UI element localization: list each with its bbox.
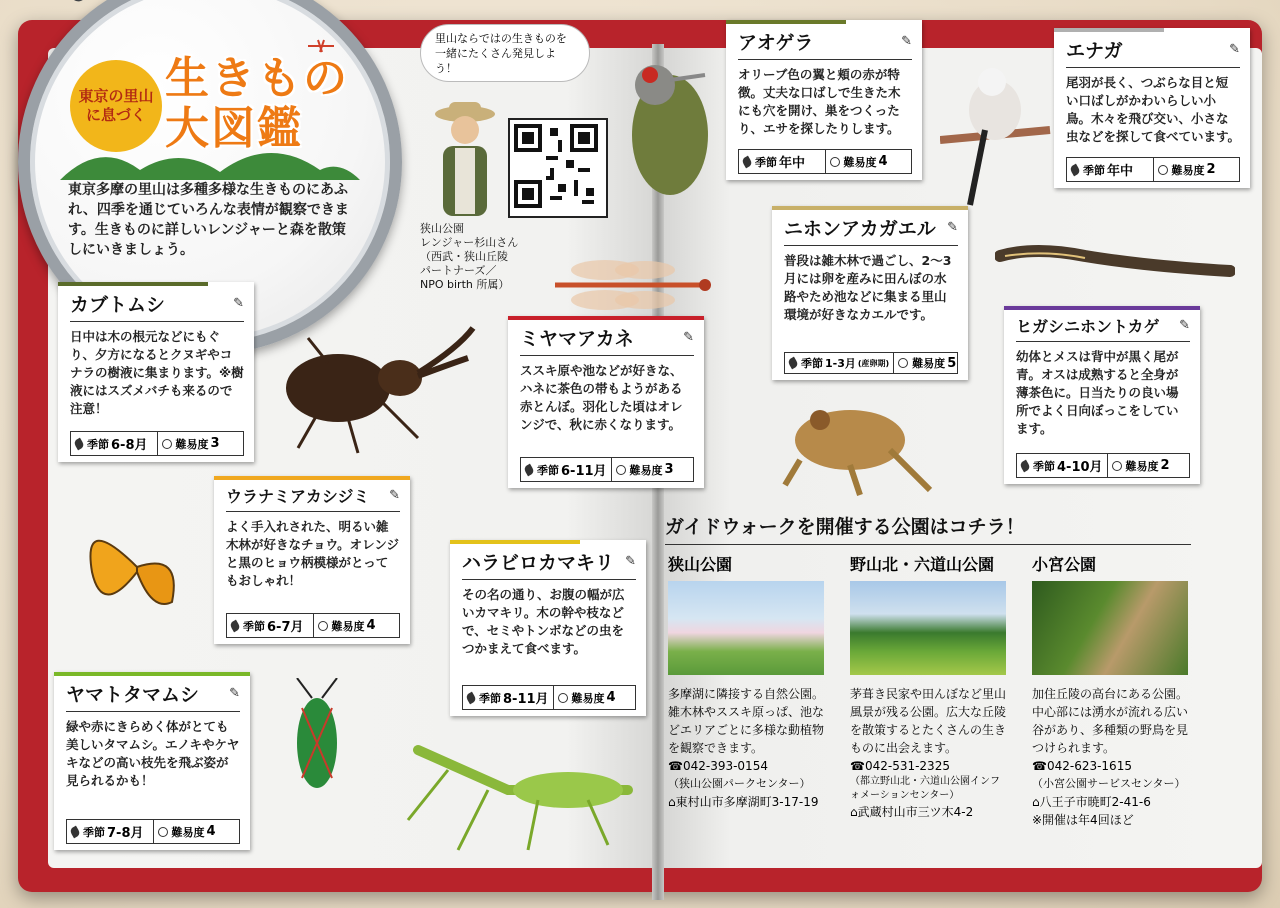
park-photo	[1032, 581, 1188, 675]
park-address	[668, 793, 826, 811]
species-name-text: エナガ	[1066, 40, 1123, 62]
frog-illustration	[780, 390, 940, 500]
leaf-icon	[73, 437, 85, 450]
park-sayama	[668, 552, 826, 811]
parks-section-title: ガイドウォークを開催する公園はコチラ！	[665, 516, 1025, 538]
speech-bubble: 里山ならではの生きものを一緒にたくさん発見しよう！	[420, 24, 590, 82]
difficulty-label: 難易度	[1171, 163, 1205, 177]
season-field	[463, 686, 553, 709]
pin-icon	[1112, 461, 1122, 471]
park-note: ※開催は年4回ほど	[1032, 813, 1134, 827]
card-accent-bar	[54, 672, 250, 676]
park-info	[850, 685, 1008, 821]
pencil-icon: ✎	[947, 220, 958, 235]
species-meta	[226, 613, 400, 638]
home-icon: ⌂	[1032, 795, 1040, 809]
season-value: 6-7月	[267, 620, 304, 635]
pencil-icon: ✎	[1229, 42, 1240, 57]
card-accent-bar	[1054, 28, 1164, 32]
difficulty-field	[157, 432, 244, 455]
park-address-text: 東村山市多摩湖町3-17-19	[675, 795, 819, 809]
season-label: 季節	[537, 463, 559, 477]
jewel-beetle-illustration	[272, 678, 362, 808]
leaf-icon	[523, 463, 535, 476]
mantis-illustration	[388, 730, 638, 860]
season-note: (産卵期)	[857, 358, 890, 368]
difficulty-field	[611, 458, 693, 481]
ranger-caption-line: NPO birth 所属）	[420, 278, 510, 291]
species-name-text: ヒガシニホントカゲ	[1016, 317, 1160, 336]
species-card-enaga[interactable]	[1054, 28, 1250, 188]
season-field	[521, 458, 611, 481]
season-field	[71, 432, 157, 455]
long-tailed-tit-illustration	[940, 60, 1060, 210]
species-card-aogera[interactable]	[726, 20, 922, 180]
card-accent-bar	[772, 206, 968, 210]
pencil-icon: ✎	[229, 686, 240, 701]
home-icon: ⌂	[850, 805, 858, 819]
park-tel-note: （都立野山北・六道山公園インフォメーションセンター）	[850, 776, 1000, 801]
park-name: 小宮公園	[1032, 555, 1097, 574]
park-desc: 茅葺き民家や田んぼなど里山風景が残る公園。広大な丘陵を散策するとたくさんの生きものに出会えます。	[850, 687, 1007, 755]
species-name	[66, 680, 240, 712]
difficulty-field	[153, 820, 240, 843]
difficulty-field	[825, 150, 912, 173]
species-name	[738, 28, 912, 60]
difficulty-label: 難易度	[331, 619, 365, 633]
difficulty-label: 難易度	[175, 437, 209, 451]
park-info	[1032, 685, 1190, 829]
card-accent-bar	[450, 540, 580, 544]
season-label: 季節	[755, 155, 777, 169]
phone-icon: ☎	[668, 759, 683, 773]
dragonfly-small-icon	[306, 36, 336, 56]
card-accent-bar	[214, 476, 410, 480]
leaf-icon	[465, 691, 477, 704]
difficulty-value: 3	[210, 436, 220, 451]
pencil-icon: ✎	[625, 554, 636, 569]
species-name-text: カブトムシ	[70, 294, 166, 316]
title-badge-text: 東京の里山に息づく	[78, 87, 154, 124]
species-meta	[66, 819, 240, 844]
pin-icon	[1158, 165, 1168, 175]
park-desc: 多摩湖に隣接する自然公園。雑木林やススキ原っぱ、池などエリアごとに多様な動植物を観察できます。	[668, 687, 825, 755]
pencil-icon: ✎	[233, 296, 244, 311]
leaf-icon	[1019, 459, 1031, 472]
ranger-caption-line: （西武・狭山丘陵	[420, 250, 508, 263]
pin-icon	[162, 439, 172, 449]
difficulty-field	[1153, 158, 1240, 181]
park-photo	[850, 581, 1006, 675]
ranger-caption	[420, 222, 518, 292]
pencil-icon: ✎	[683, 330, 694, 345]
pencil-icon: ✎	[1179, 318, 1190, 333]
park-desc: 加住丘陵の高台にある公園。中心部には湧水が流れる広い谷があり、多種類の野鳥を見つけられます。	[1032, 687, 1189, 755]
park-phone[interactable]	[850, 757, 1008, 775]
leaf-icon	[741, 155, 753, 168]
pin-icon	[830, 157, 840, 167]
species-card-kabutomushi[interactable]	[58, 282, 254, 462]
species-desc: オリーブ色の翼と頬の赤が特徴。丈夫な口ばしで生きた木にも穴を開け、巣をつくったり、エサを探したりします。	[738, 67, 901, 136]
hills-illustration	[60, 140, 360, 180]
intro-text: 東京多摩の里山は多種多様な生きものにあふれ、四季を通じていろんな表情が観察できます。生きものに詳しいレンジャーと森を散策しにいきましょう。	[68, 182, 349, 258]
season-label: 季節	[87, 437, 109, 451]
species-name	[70, 290, 244, 322]
ranger-caption-line: 狭山公園	[420, 222, 464, 235]
season-field	[227, 614, 313, 637]
home-icon: ⌂	[668, 795, 676, 809]
season-label: 季節	[83, 825, 105, 839]
difficulty-value: 2	[1160, 458, 1170, 473]
species-name	[1016, 314, 1190, 342]
species-card-uranami[interactable]	[214, 476, 410, 644]
difficulty-field	[313, 614, 400, 637]
leaf-icon	[1069, 163, 1081, 176]
season-label: 季節	[1033, 459, 1055, 473]
season-value: 年中	[1107, 164, 1134, 179]
ranger-caption-line: レンジャー杉山さん	[420, 236, 519, 249]
park-name: 狭山公園	[668, 555, 733, 574]
season-label: 季節	[243, 619, 265, 633]
park-tel-note: （狭山公園パークセンター）	[668, 777, 811, 790]
pencil-icon: ✎	[389, 488, 400, 503]
species-desc: 普段は雑木林で過ごし、2〜3月には卵を産みに田んぼの水路やため池などに集まる里山環境が好きなカエルです。	[784, 253, 952, 322]
species-name-text: ヤマトタマムシ	[66, 684, 200, 706]
season-value: 年中	[779, 156, 806, 171]
pin-icon	[898, 358, 908, 368]
difficulty-field	[1107, 454, 1189, 477]
difficulty-field	[553, 686, 635, 709]
season-value: 6-11月	[561, 464, 607, 479]
phone-icon: ☎	[1032, 759, 1047, 773]
park-tel-note: （小宮公園サービスセンター）	[1032, 777, 1186, 790]
season-label: 季節	[1083, 163, 1105, 177]
species-meta	[462, 685, 636, 710]
woodpecker-illustration	[615, 55, 725, 205]
difficulty-value: 3	[664, 462, 674, 477]
pin-icon	[158, 827, 168, 837]
park-address	[850, 803, 1008, 821]
season-label: 季節	[479, 691, 501, 705]
season-value: 8-11月	[503, 692, 549, 707]
pin-icon	[318, 621, 328, 631]
difficulty-value: 2	[1206, 162, 1216, 177]
difficulty-label: 難易度	[629, 463, 663, 477]
species-card-harabiro[interactable]	[450, 540, 646, 716]
difficulty-label: 難易度	[843, 155, 877, 169]
difficulty-label: 難易度	[912, 357, 946, 370]
season-value: 4-10月	[1057, 460, 1103, 475]
season-value: 7-8月	[107, 826, 144, 841]
page-title	[165, 54, 349, 154]
park-tel: 042-531-2325	[864, 759, 950, 773]
card-accent-bar	[1004, 306, 1200, 310]
park-noyamakita	[850, 552, 1008, 821]
difficulty-label: 難易度	[171, 825, 205, 839]
season-field	[785, 353, 893, 373]
park-tel: 042-623-1615	[1046, 759, 1132, 773]
species-name-text: ミヤマアカネ	[520, 328, 634, 350]
species-card-yamato[interactable]	[54, 672, 250, 850]
species-meta	[520, 457, 694, 482]
card-accent-bar	[58, 282, 208, 286]
season-label: 季節	[801, 357, 823, 370]
season-field	[1017, 454, 1107, 477]
species-name	[462, 548, 636, 580]
lizard-illustration	[995, 236, 1235, 286]
card-accent-bar	[726, 20, 846, 24]
park-info	[668, 685, 826, 811]
species-card-nihonakagaeru[interactable]	[772, 206, 968, 380]
species-name	[520, 324, 694, 356]
pin-icon	[616, 465, 626, 475]
species-name	[226, 484, 400, 512]
title-line-1: 生きもの	[165, 53, 349, 104]
species-desc: その名の通り、お腹の幅が広いカマキリ。木の幹や枝などで、セミやトンボなどの虫をつかまえて食べます。	[462, 587, 625, 656]
park-phone[interactable]	[1032, 757, 1190, 775]
park-tel: 042-393-0154	[682, 759, 768, 773]
species-meta	[738, 149, 912, 174]
species-desc: ススキ原や池などが好きな、ハネに茶色の帯もようがある赤とんぼ。羽化した頃はオレンジで、秋に赤くなります。	[520, 363, 683, 432]
qr-pattern	[510, 120, 602, 212]
difficulty-value: 4	[878, 154, 888, 169]
difficulty-field	[893, 353, 960, 373]
leaf-icon	[787, 357, 799, 370]
phone-icon: ☎	[850, 759, 865, 773]
species-name-text: ウラナミアカシジミ	[226, 487, 370, 506]
park-address-text: 八王子市暁町2-41-6	[1039, 795, 1151, 809]
species-meta	[1016, 453, 1190, 478]
species-meta	[70, 431, 244, 456]
pin-icon	[558, 693, 568, 703]
species-desc: よく手入れされた、明るい雑木林が好きなチョウ。オレンジと黒のヒョウ柄模様がとってもおしゃれ！	[226, 519, 400, 588]
parks-divider	[665, 544, 1191, 545]
difficulty-value: 4	[206, 824, 216, 839]
ranger-caption-line: パートナーズ／	[420, 264, 497, 277]
ranger-illustration	[425, 96, 505, 216]
park-photo	[668, 581, 824, 675]
season-field	[739, 150, 825, 173]
beetle-illustration	[268, 318, 498, 458]
title-line-2: 大図鑑	[165, 103, 303, 154]
species-meta	[784, 352, 958, 374]
species-name-text: アオゲラ	[738, 32, 814, 54]
species-meta	[1066, 157, 1240, 182]
difficulty-value: 4	[366, 618, 376, 633]
pencil-icon: ✎	[901, 34, 912, 49]
park-name: 野山北・六道山公園	[850, 555, 995, 574]
species-desc: 尾羽が長く、つぶらな目と短い口ばしがかわいらしい小鳥。木々を飛び交い、小さな虫などを探して食べています。	[1066, 75, 1241, 144]
leaf-icon	[229, 619, 241, 632]
species-card-higashinihontokage[interactable]	[1004, 306, 1200, 484]
season-value: 1-3月	[825, 357, 856, 370]
park-address-text: 武蔵村山市三ツ木4-2	[857, 805, 974, 819]
season-field	[1067, 158, 1153, 181]
leaf-icon	[69, 825, 81, 838]
difficulty-label: 難易度	[1125, 459, 1159, 473]
species-desc: 緑や赤にきらめく体がとても美しいタマムシ。エノキやケヤキなどの高い枝先を飛ぶ姿が見られるかも！	[66, 719, 240, 788]
park-address	[1032, 793, 1190, 811]
species-name	[1066, 36, 1240, 68]
butterfly-illustration	[72, 512, 202, 622]
species-name-text: ニホンアカガエル	[784, 218, 936, 240]
season-value: 6-8月	[111, 438, 148, 453]
species-card-miyamaakane[interactable]	[508, 316, 704, 488]
park-phone[interactable]	[668, 757, 826, 775]
species-name-text: ハラビロカマキリ	[462, 552, 615, 574]
species-desc: 幼体とメスは背中が黒く尾が青。オスは成熟すると全身が薄茶色に。日当たりの良い場所でよく日向ぼっこをしています。	[1016, 349, 1179, 436]
season-field	[67, 820, 153, 843]
park-komiya	[1032, 552, 1190, 829]
difficulty-value: 5	[947, 355, 957, 371]
species-name	[784, 214, 958, 246]
card-accent-bar	[508, 316, 704, 320]
difficulty-value: 4	[606, 690, 616, 705]
difficulty-label: 難易度	[571, 691, 605, 705]
species-desc: 日中は木の根元などにもぐり、夕方になるとクヌギやコナラの樹液に集まります。※樹液にはスズメバチも来るので注意！	[70, 329, 244, 416]
qr-code[interactable]	[508, 118, 608, 218]
title-badge	[70, 60, 162, 152]
